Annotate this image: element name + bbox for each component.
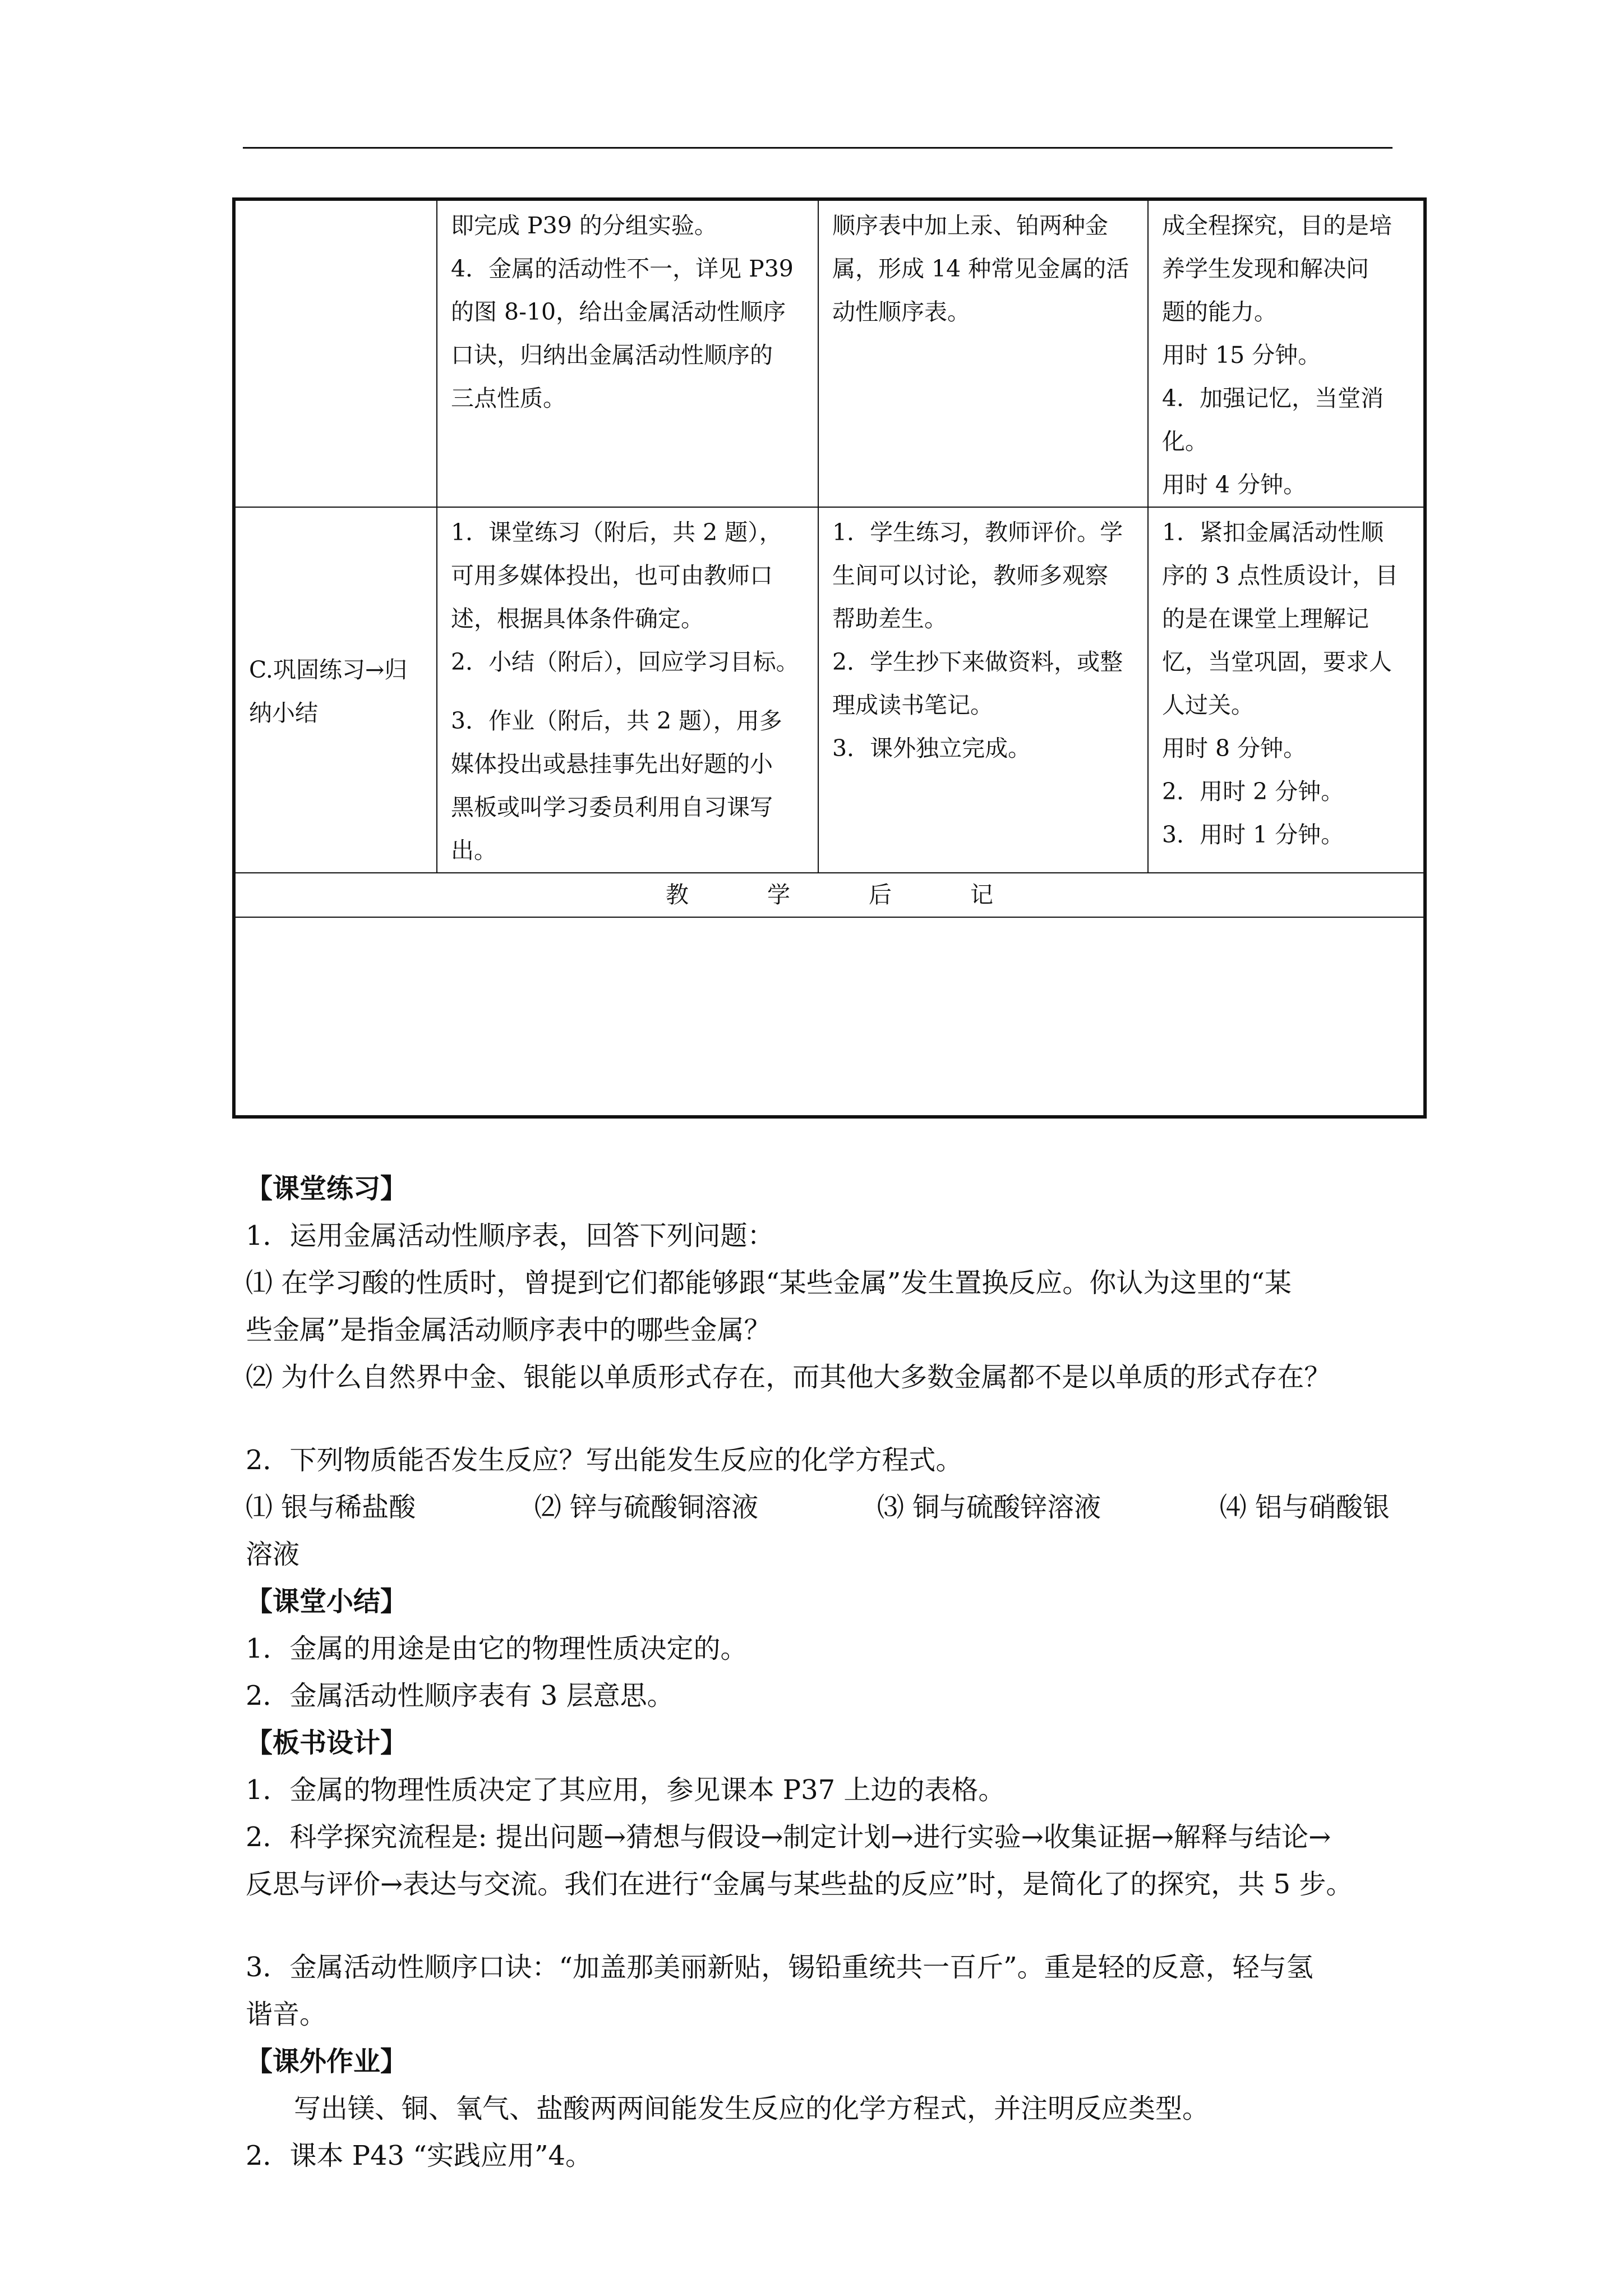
summary-item: 2．金属活动性顺序表有 3 层意思。 xyxy=(246,1680,674,1711)
exercise-q1: 1．运用金属活动性顺序表，回答下列问题： xyxy=(246,1220,774,1251)
cell-text: 2．用时 2 分钟。 xyxy=(1162,778,1344,805)
cell-text: 养学生发现和解决问 xyxy=(1162,255,1369,282)
lesson-plan-table xyxy=(232,197,1427,1119)
cell-text: 即完成 P39 的分组实验。 xyxy=(451,212,717,239)
postscript-body xyxy=(234,917,1425,1117)
cell-text: C.巩固练习→归 xyxy=(249,656,408,683)
cell-text: 3．作业（附后，共 2 题），用多 xyxy=(451,707,782,734)
cell-text: 1．课堂练习（附后，共 2 题）， xyxy=(451,519,782,546)
homework-line: 写出镁、铜、氧气、盐酸两两间能发生反应的化学方程式，并注明反应类型。 xyxy=(294,2093,1210,2124)
exercise-q1-part1-cont: 些金属”是指金属活动顺序表中的哪些金属？ xyxy=(246,1314,771,1346)
heading-char: 后 xyxy=(869,881,892,908)
cell-text: 人过关。 xyxy=(1162,692,1254,719)
cell-text: 理成读书笔记。 xyxy=(832,692,993,719)
board-line: 1．金属的物理性质决定了其应用，参见课本 P37 上边的表格。 xyxy=(246,1774,1006,1806)
cell-text: 可用多媒体投出，也可由教师口 xyxy=(451,562,773,589)
board-line: 2．科学探究流程是: 提出问题→猜想与假设→制定计划→进行实验→收集证据→解释与结论→ xyxy=(246,1821,1331,1853)
student-activity-cell xyxy=(818,199,1148,507)
cell-text: 用时 8 分钟。 xyxy=(1162,735,1307,762)
student-activity-cell xyxy=(818,507,1148,873)
board-line: 反思与评价→表达与交流。我们在进行“金属与某些盐的反应”时，是简化了的探究，共 5 步。 xyxy=(246,1869,1353,1900)
cell-text: 顺序表中加上汞、铂两种金 xyxy=(832,212,1108,239)
cell-text: 序的 3 点性质设计，目 xyxy=(1162,562,1399,589)
cell-text: 忆，当堂巩固，要求人 xyxy=(1162,648,1392,675)
cell-text: 纳小结 xyxy=(249,700,318,726)
summary-item: 1．金属的用途是由它的物理性质决定的。 xyxy=(246,1633,748,1664)
postscript-body-row xyxy=(234,917,1425,1117)
exercise-q2: 2．下列物质能否发生反应？写出能发生反应的化学方程式。 xyxy=(246,1444,963,1476)
cell-text: 4．加强记忆，当堂消 xyxy=(1162,385,1384,412)
exercise-q2-options xyxy=(246,1484,1390,1531)
cell-text: 媒体投出或悬挂事先出好题的小 xyxy=(451,751,773,777)
cell-text: 2．学生抄下来做资料，或整 xyxy=(832,648,1123,675)
option-item: ⑷ 铝与硝酸银 xyxy=(1219,1492,1390,1523)
heading-char: 教 xyxy=(666,881,689,908)
exercise-q2-tail: 溶液 xyxy=(246,1539,300,1570)
stage-cell xyxy=(234,199,437,507)
cell-text: 用时 15 分钟。 xyxy=(1162,342,1321,369)
cell-text: 帮助差生。 xyxy=(832,605,947,632)
teacher-activity-cell xyxy=(437,507,818,873)
cell-text: 成全程探究，目的是培 xyxy=(1162,212,1392,239)
cell-text: 2．小结（附后），回应学习目标。 xyxy=(451,648,799,675)
exercise-heading: 【课堂练习】 xyxy=(246,1173,408,1204)
cell-text: 3．用时 1 分钟。 xyxy=(1162,821,1344,848)
postscript-heading xyxy=(234,873,1425,917)
cell-text: 用时 4 分钟。 xyxy=(1162,471,1307,498)
board-heading: 【板书设计】 xyxy=(246,1727,408,1759)
option-item: ⑶ 铜与硫酸锌溶液 xyxy=(877,1492,1101,1523)
cell-text: 题的能力。 xyxy=(1162,298,1277,325)
exercise-q1-part2: ⑵ 为什么自然界中金、银能以单质形式存在，而其他大多数金属都不是以单质的形式存在？ xyxy=(246,1361,1331,1393)
exercise-q1-part1: ⑴ 在学习酸的性质时，曾提到它们都能够跟“某些金属”发生置换反应。你认为这里的“某 xyxy=(246,1267,1292,1299)
homework-line: 2．课本 P43 “实践应用”4。 xyxy=(246,2140,593,2171)
option-item: ⑵ 锌与硫酸铜溶液 xyxy=(534,1492,759,1523)
heading-char: 学 xyxy=(767,881,790,908)
homework-heading: 【课外作业】 xyxy=(246,2046,408,2077)
design-intent-cell xyxy=(1148,507,1425,873)
board-line: 3．金属活动性顺序口诀：“加盖那美丽新贴，锡铅重统共一百斤”。重是轻的反意，轻与氢 xyxy=(246,1952,1313,1983)
cell-text: 生间可以讨论，教师多观察 xyxy=(832,562,1108,589)
cell-text: 口诀，归纳出金属活动性顺序的 xyxy=(451,342,773,369)
cell-text: 属，形成 14 种常见金属的活 xyxy=(832,255,1129,282)
cell-text: 1．学生练习，教师评价。学 xyxy=(832,519,1123,546)
summary-heading: 【课堂小结】 xyxy=(246,1586,408,1617)
cell-text: 1．紧扣金属活动性顺 xyxy=(1162,519,1384,546)
cell-text: 出。 xyxy=(451,837,497,864)
board-line: 谐音。 xyxy=(246,1999,327,2030)
cell-text: 4．金属的活动性不一，详见 P39 xyxy=(451,255,794,282)
postscript-header-row xyxy=(234,873,1425,917)
cell-text: 的是在课堂上理解记 xyxy=(1162,605,1369,632)
cell-text: 三点性质。 xyxy=(451,385,566,412)
stage-cell xyxy=(234,507,437,873)
cell-text: 3．课外独立完成。 xyxy=(832,735,1031,762)
table-row xyxy=(234,507,1425,873)
design-intent-cell xyxy=(1148,199,1425,507)
table-row xyxy=(234,199,1425,507)
heading-char: 记 xyxy=(970,881,993,908)
cell-text: 的图 8-10，给出金属活动性顺序 xyxy=(451,298,786,325)
document-body xyxy=(246,1165,1412,2179)
cell-text: 动性顺序表。 xyxy=(832,298,970,325)
header-rule xyxy=(243,147,1393,149)
teacher-activity-cell xyxy=(437,199,818,507)
cell-text: 化。 xyxy=(1162,428,1208,455)
cell-text: 述，根据具体条件确定。 xyxy=(451,605,704,632)
cell-text: 黑板或叫学习委员利用自习课写 xyxy=(451,794,773,821)
option-item: ⑴ 银与稀盐酸 xyxy=(246,1492,416,1523)
